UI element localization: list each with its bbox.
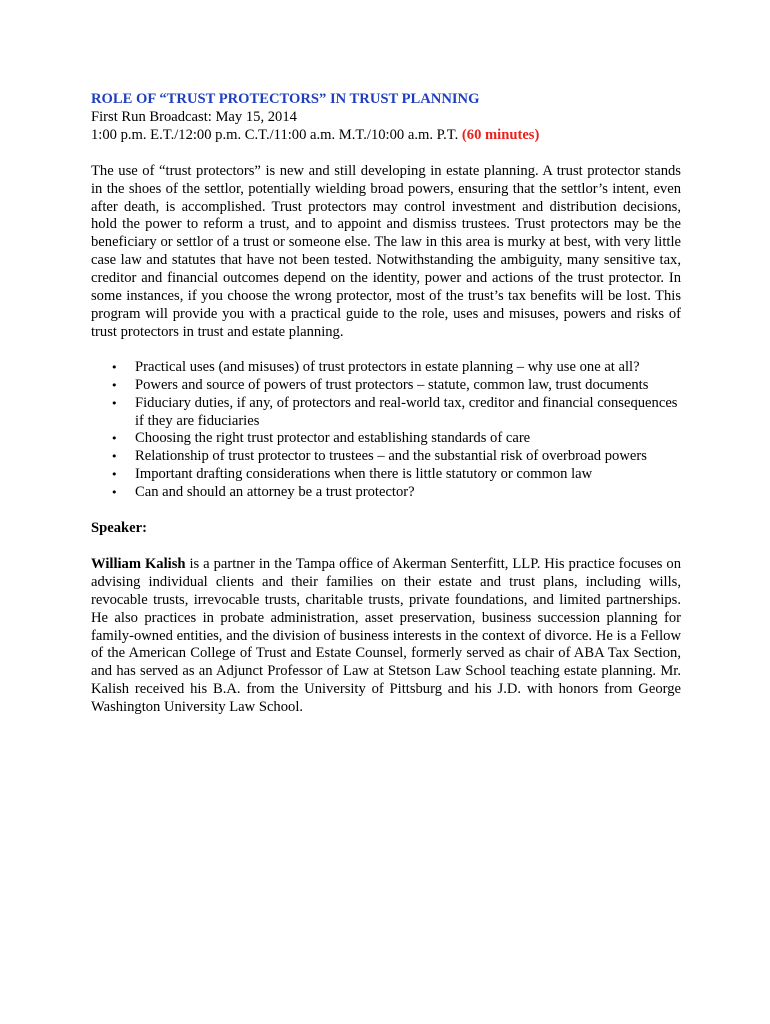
speaker-name: William Kalish	[91, 555, 186, 572]
list-item	[91, 484, 681, 502]
list-item	[91, 448, 681, 466]
bullet-icon: •	[111, 432, 118, 446]
list-item-text: Practical uses (and misuses) of trust protectors in estate planning – why use one at all?	[135, 358, 640, 375]
bullet-icon: •	[111, 486, 118, 500]
list-item-text: Choosing the right trust protector and establishing standards of care	[135, 430, 531, 447]
speaker-bio-text: is a partner in the Tampa office of Akerman Senterfitt, LLP. His practice focuses on advising individual clients and their families on their estate and trust plans, including wills, revocable trusts, irrevocable trusts, charitable trusts, private foundations, and limited partnerships. He also practices in probate administration, asset preservation, business succession planning for family-owned entities, and the division of business interests in the context of divorce. He is a Fellow of the American College of Trust and Estate Counsel, formerly served as chair of ABA Tax Section, and has served as an Adjunct Professor of Law at Stetson Law School teaching estate planning. Mr. Kalish received his B.A. from the University of Pittsburg and his J.D. with honors from George Washington University Law School.	[91, 555, 681, 716]
document-page	[91, 91, 681, 732]
bullet-icon: •	[111, 468, 118, 482]
list-item	[91, 430, 681, 448]
list-item-text: Important drafting considerations when there is little statutory or common law	[135, 466, 593, 483]
list-item-text: Can and should an attorney be a trust protector?	[135, 484, 415, 501]
program-description: The use of “trust protectors” is new and still developing in estate planning. A trust protector stands in the shoes of the settlor, potentially wielding broad powers, ensuring that the settlor’s intent, even after death, is accomplished. Trust protectors may control investment and distribution decisions, hold the power to reform a trust, and to appoint and dismiss trustees. Trust protectors may be the beneficiary or settlor of a trust or someone else. The law in this area is murky at best, with very little case law and statutes that have not been tested. Notwithstanding the ambiguity, many sensitive tax, creditor and financial outcomes depend on the identity, power and actions of the trust protector. In some instances, if you choose the wrong protector, most of the trust’s tax benefits will be lost. This program will provide you with a practical guide to the role, uses and misuses, powers and risks of trust protectors in trust and estate planning.	[91, 162, 681, 340]
bullet-icon: •	[111, 360, 118, 374]
list-item	[91, 359, 681, 377]
list-item	[91, 466, 681, 484]
duration-label: (60 minutes)	[461, 126, 540, 143]
bullet-icon: •	[111, 378, 118, 392]
topic-list	[91, 359, 681, 502]
times-text: 1:00 p.m. E.T./12:00 p.m. C.T./11:00 a.m. M.T./10:00 a.m. P.T.	[91, 126, 459, 143]
list-item	[91, 377, 681, 395]
speaker-heading: Speaker:	[91, 520, 147, 537]
speaker-bio	[91, 556, 681, 717]
broadcast-date: First Run Broadcast: May 15, 2014	[91, 108, 297, 125]
list-item	[91, 395, 681, 431]
broadcast-times	[91, 127, 681, 145]
list-item-text: Powers and source of powers of trust protectors – statute, common law, trust documents	[135, 376, 649, 393]
list-item-text: Fiduciary duties, if any, of protectors and real-world tax, creditor and financial consequences if they are fiduciaries	[135, 394, 678, 429]
list-item-text: Relationship of trust protector to trustees – and the substantial risk of overbroad powers	[135, 448, 647, 465]
bullet-icon: •	[111, 396, 118, 410]
page-title: ROLE OF “TRUST PROTECTORS” IN TRUST PLANNING	[91, 91, 480, 107]
bullet-icon: •	[111, 450, 118, 464]
